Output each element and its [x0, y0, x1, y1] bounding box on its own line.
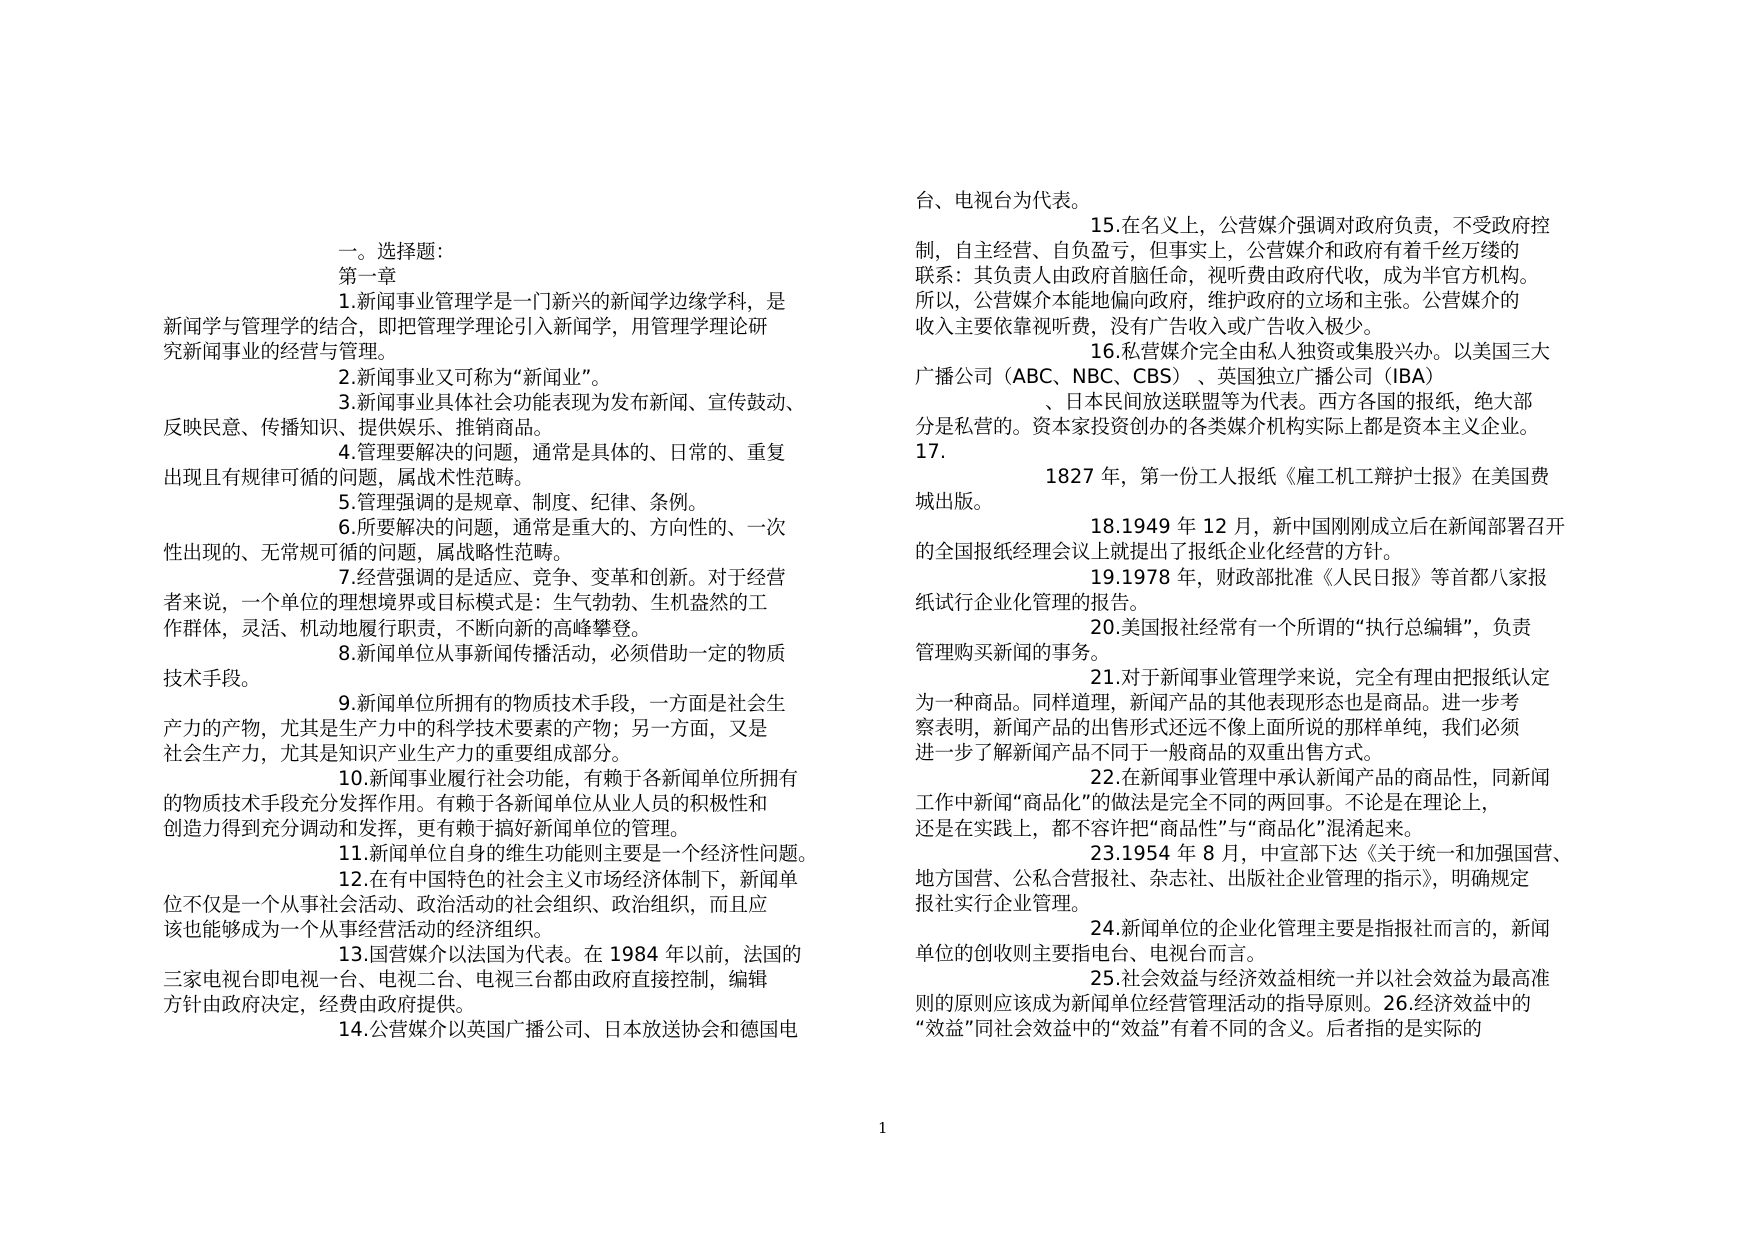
text-line: 为一种商品。同样道理，新闻产品的其他表现形态也是商品。进一步考	[915, 691, 1520, 714]
text-line: 第一章	[338, 265, 397, 289]
text-line: 7.经营强调的是适应、竞争、变革和创新。对于经营	[338, 566, 786, 590]
text-line: 出现且有规律可循的问题，属战术性范畴。	[163, 465, 534, 489]
text-line: 12.在有中国特色的社会主义市场经济体制下，新闻单	[338, 867, 799, 891]
text-line: 1.新闻事业管理学是一门新兴的新闻学边缘学科，是	[338, 290, 786, 314]
text-line: 一。选择题：	[338, 240, 456, 263]
text-line: 性出现的、无常规可循的问题，属战略性范畴。	[163, 541, 573, 565]
text-line: 11.新闻单位自身的维生功能则主要是一个经济性问题。	[338, 842, 818, 866]
text-line: 究新闻事业的经营与管理。	[163, 340, 398, 364]
text-line: 收入主要依靠视听费，没有广告收入或广告收入极少。	[915, 314, 1384, 338]
text-line: “效益”同社会效益中的“效益”有着不同的含义。后者指的是实际的	[915, 1017, 1482, 1041]
text-line: 工作中新闻“商品化”的做法是完全不同的两回事。不论是在理论上，	[915, 791, 1501, 815]
text-line: 产力的产物，尤其是生产力中的科学技术要素的产物；另一方面，又是	[163, 716, 768, 740]
text-line: 13.国营媒介以法国为代表。在 1984 年以前，法国的	[338, 942, 802, 966]
text-line: 管理购买新闻的事务。	[915, 640, 1111, 664]
text-line: 分是私营的。资本家投资创办的各类媒介机构实际上都是资本主义企业。	[915, 414, 1540, 438]
text-line: 所以，公营媒介本能地偏向政府，维护政府的立场和主张。公营媒介的	[915, 289, 1520, 313]
text-line: 进一步了解新闻产品不同于一般商品的双重出售方式。	[915, 741, 1384, 765]
text-line: 的全国报纸经理会议上就提出了报纸企业化经营的方针。	[915, 540, 1403, 564]
text-line: 察表明，新闻产品的出售形式还远不像上面所说的那样单纯，我们必须	[915, 716, 1520, 740]
text-line: 台、电视台为代表。	[915, 189, 1091, 212]
text-line: 8.新闻单位从事新闻传播活动，必须借助一定的物质	[338, 641, 786, 665]
text-line: 9.新闻单位所拥有的物质技术手段，一方面是社会生	[338, 691, 786, 715]
text-line: 位不仅是一个从事社会活动、政治活动的社会组织、政治组织，而且应	[163, 892, 768, 916]
text-line: 该也能够成为一个从事经营活动的经济组织。	[163, 917, 554, 941]
text-line: 4.管理要解决的问题，通常是具体的、日常的、重复	[338, 440, 786, 464]
text-line: 6.所要解决的问题，通常是重大的、方向性的、一次	[338, 516, 786, 540]
text-line: 的物质技术手段充分发挥作用。有赖于各新闻单位从业人员的积极性和	[163, 792, 768, 816]
text-line: 社会生产力，尤其是知识产业生产力的重要组成部分。	[163, 742, 632, 765]
text-line: 地方国营、公私合营报社、杂志社、出版社企业管理的指示》，明确规定	[915, 866, 1530, 890]
text-line: 20.美国报社经常有一个所谓的“执行总编辑”，负责	[1090, 615, 1532, 639]
text-line: 者来说，一个单位的理想境界或目标模式是：生气勃勃、生机盎然的工	[163, 591, 768, 615]
text-line: 创造力得到充分调动和发挥，更有赖于搞好新闻单位的管理。	[163, 817, 690, 841]
text-line: 21.对于新闻事业管理学来说，完全有理由把报纸认定	[1090, 665, 1551, 689]
text-line: 23.1954 年 8 月，中宣部下达《关于统一和加强国营、	[1090, 841, 1573, 865]
text-line: 三家电视台即电视一台、电视二台、电视三台都由政府直接控制，编辑	[163, 967, 768, 991]
text-line: 2.新闻事业又可称为“新闻业”。	[338, 365, 611, 389]
text-line: 25.社会效益与经济效益相统一并以社会效益为最高准	[1090, 967, 1551, 991]
text-line: 22.在新闻事业管理中承认新闻产品的商品性，同新闻	[1090, 766, 1551, 790]
text-line: 城出版。	[915, 490, 994, 514]
text-line: 16.私营媒介完全由私人独资或集股兴办。以美国三大	[1090, 339, 1551, 363]
text-line: 24.新闻单位的企业化管理主要是指报社而言的，新闻	[1090, 916, 1551, 940]
text-line: 还是在实践上，都不容许把“商品性”与“商品化”混淆起来。	[915, 816, 1424, 840]
text-line: 技术手段。	[163, 666, 261, 690]
text-line: 15.在名义上，公营媒介强调对政府负责，不受政府控	[1090, 214, 1551, 238]
text-line: 5.管理强调的是规章、制度、纪律、条例。	[338, 491, 708, 514]
text-line: 报社实行企业管理。	[915, 891, 1091, 915]
text-line: 则的原则应该成为新闻单位经营管理活动的指导原则。26.经济效益中的	[915, 992, 1532, 1016]
page-number: 1	[878, 1119, 888, 1137]
text-line: 1827 年，第一份工人报纸《雇工机工辩护士报》在美国费	[1045, 465, 1550, 489]
text-line: 17.	[915, 440, 947, 463]
text-line: 19.1978 年，财政部批准《人民日报》等首都八家报	[1090, 565, 1548, 589]
text-line: 单位的创收则主要指电台、电视台而言。	[915, 942, 1267, 965]
text-line: 新闻学与管理学的结合，即把管理学理论引入新闻学，用管理学理论研	[163, 315, 768, 339]
text-line: 方针由政府决定，经费由政府提供。	[163, 993, 476, 1016]
text-line: 联系：其负责人由政府首脑任命，视听费由政府代收，成为半官方机构。	[915, 264, 1540, 288]
text-line: 14.公营媒介以英国广播公司、日本放送协会和德国电	[338, 1018, 799, 1042]
text-line: 18.1949 年 12 月，新中国刚刚成立后在新闻部署召开	[1090, 515, 1566, 539]
text-line: 10.新闻事业履行社会功能，有赖于各新闻单位所拥有	[338, 767, 799, 791]
text-line: 作群体，灵活、机动地履行职责，不断向新的高峰攀登。	[163, 616, 651, 640]
text-line: 制，自主经营、自负盈亏，但事实上，公营媒介和政府有着千丝万缕的	[915, 239, 1520, 263]
text-line: 纸试行企业化管理的报告。	[915, 590, 1150, 614]
text-line: 反映民意、传播知识、提供娱乐、推销商品。	[163, 415, 554, 439]
text-line: 广播公司（ABC、NBC、CBS） 、英国独立广播公司（IBA）	[915, 364, 1445, 388]
text-line: 3.新闻事业具体社会功能表现为发布新闻、宣传鼓动、	[338, 390, 806, 414]
text-line: 、日本民间放送联盟等为代表。西方各国的报纸，绝大部	[1045, 389, 1533, 413]
